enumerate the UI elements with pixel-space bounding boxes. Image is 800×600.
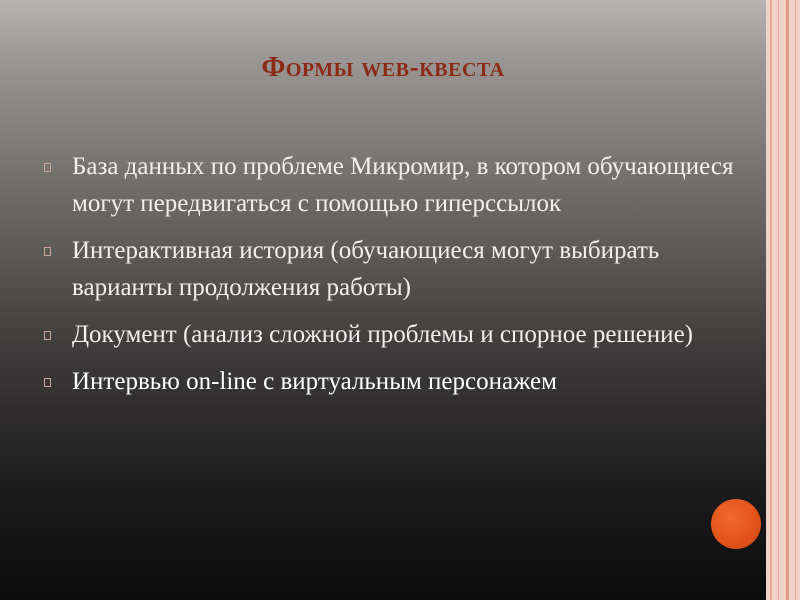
bullet-list xyxy=(44,148,744,410)
slide-title: Формы web-квеста xyxy=(261,52,505,83)
bullet-text: Интервью on-line с виртуальным персонажем xyxy=(72,368,557,395)
band-stripe xyxy=(770,0,772,600)
bullet-item xyxy=(44,363,744,400)
band-stripe xyxy=(786,0,789,600)
orange-circle-icon xyxy=(711,499,761,549)
bullet-text: Интерактивная история (обучающиеся могут выбирать варианты продолжения работы) xyxy=(72,237,660,301)
square-bullet-icon xyxy=(44,163,51,172)
square-bullet-icon xyxy=(44,331,51,340)
decorative-side-band xyxy=(766,0,800,600)
bullet-item xyxy=(44,232,744,306)
band-stripe xyxy=(795,0,796,600)
bullet-item xyxy=(44,316,744,353)
bullet-text: База данных по проблеме Микромир, в котором обучающиеся могут передвигаться с помощью гиперссылок xyxy=(72,153,734,217)
bullet-item xyxy=(44,148,744,222)
square-bullet-icon xyxy=(44,378,51,387)
bullet-text: Документ (анализ сложной проблемы и спорное решение) xyxy=(72,321,693,348)
band-stripe xyxy=(778,0,779,600)
square-bullet-icon xyxy=(44,247,51,256)
